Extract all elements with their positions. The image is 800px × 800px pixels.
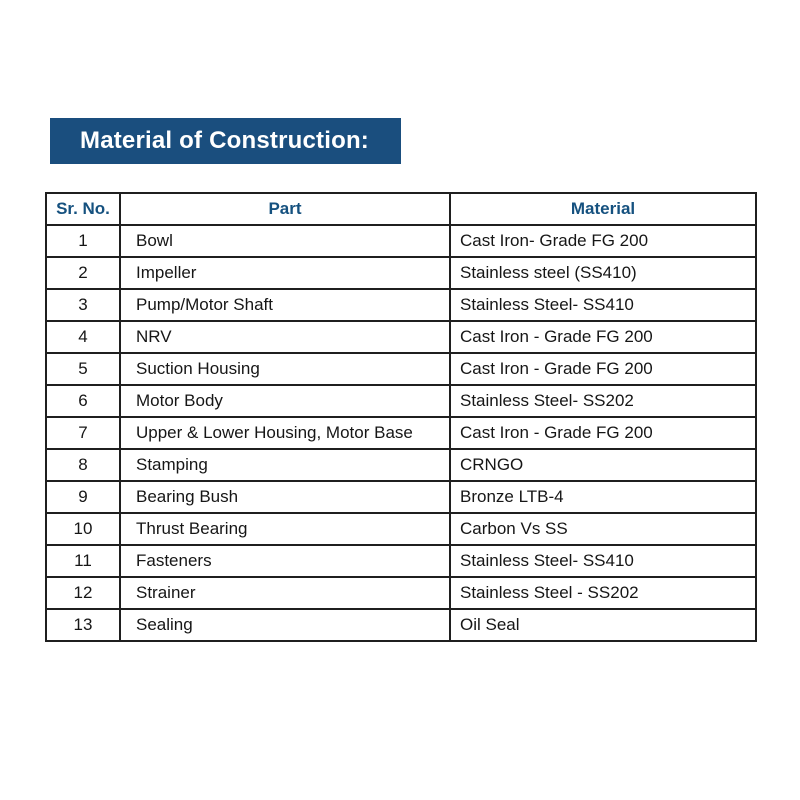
part-cell: Sealing [120,609,450,641]
table-row [46,257,756,289]
section-title-banner [50,118,401,164]
sr-no-cell: 5 [46,353,120,385]
material-cell: Bronze LTB-4 [450,481,756,513]
sr-no-cell: 10 [46,513,120,545]
material-cell: Stainless steel (SS410) [450,257,756,289]
table-row [46,481,756,513]
sr-no-cell: 1 [46,225,120,257]
table-row [46,385,756,417]
sr-no-cell: 6 [46,385,120,417]
material-cell: Cast Iron - Grade FG 200 [450,353,756,385]
material-cell: Stainless Steel- SS410 [450,545,756,577]
table-row [46,289,756,321]
materials-table [45,192,757,642]
material-cell: Oil Seal [450,609,756,641]
sr-no-cell: 9 [46,481,120,513]
header-sr-no: Sr. No. [46,193,120,225]
table-row [46,449,756,481]
part-cell: Pump/Motor Shaft [120,289,450,321]
part-cell: Fasteners [120,545,450,577]
table-row [46,353,756,385]
table-row [46,321,756,353]
sr-no-cell: 7 [46,417,120,449]
part-cell: Bowl [120,225,450,257]
part-cell: Impeller [120,257,450,289]
material-cell: CRNGO [450,449,756,481]
part-cell: Bearing Bush [120,481,450,513]
material-cell: Cast Iron- Grade FG 200 [450,225,756,257]
table-row [46,545,756,577]
part-cell: Suction Housing [120,353,450,385]
material-cell: Stainless Steel - SS202 [450,577,756,609]
sr-no-cell: 4 [46,321,120,353]
sr-no-cell: 12 [46,577,120,609]
sr-no-cell: 13 [46,609,120,641]
material-cell: Carbon Vs SS [450,513,756,545]
material-cell: Stainless Steel- SS410 [450,289,756,321]
sr-no-cell: 2 [46,257,120,289]
part-cell: Stamping [120,449,450,481]
part-cell: Upper & Lower Housing, Motor Base [120,417,450,449]
part-cell: Strainer [120,577,450,609]
material-cell: Cast Iron - Grade FG 200 [450,417,756,449]
table-header-row [46,193,756,225]
material-cell: Cast Iron - Grade FG 200 [450,321,756,353]
header-material: Material [450,193,756,225]
part-cell: Motor Body [120,385,450,417]
part-cell: Thrust Bearing [120,513,450,545]
table-row [46,417,756,449]
page-title: Material of Construction: [80,127,370,154]
table-row [46,609,756,641]
header-part: Part [120,193,450,225]
sr-no-cell: 11 [46,545,120,577]
sr-no-cell: 8 [46,449,120,481]
part-cell: NRV [120,321,450,353]
material-cell: Stainless Steel- SS202 [450,385,756,417]
sr-no-cell: 3 [46,289,120,321]
table-row [46,225,756,257]
table-row [46,577,756,609]
table-row [46,513,756,545]
